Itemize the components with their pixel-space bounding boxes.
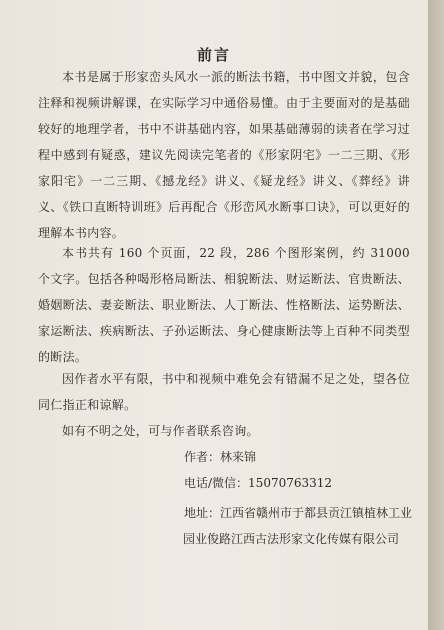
phone-line: 电话/微信：15070763312 bbox=[184, 476, 333, 490]
paragraph-text: 本书共有 160 个页面，22 段，286 个图形案例，约 31000 个文字。包括各种喝形格局断法、相貌断法、财运断法、官贵断法、婚姻断法、妻妾断法、职业断法、人丁断法、性格断法、运势断法、家运断法、疾病断法、子孙运断法、身心健康断法等上百种不同类型的断法。 bbox=[38, 246, 410, 364]
apology-paragraph bbox=[38, 366, 410, 418]
author-line: 作者：林来锦 bbox=[184, 450, 257, 464]
address-block bbox=[184, 500, 424, 552]
paragraph-text: 如有不明之处，可与作者联系咨询。 bbox=[62, 424, 259, 438]
contact-note-paragraph bbox=[38, 418, 410, 444]
content-paragraph bbox=[38, 240, 410, 370]
intro-paragraph bbox=[38, 64, 410, 246]
paragraph-text: 本书是属于形家峦头风水一派的断法书籍，书中图文并貌，包含注释和视频讲解课，在实际学习中通俗易懂。由于主要面对的是基础较好的地理学者，书中不讲基础内容，如果基础薄弱的读者在学习过程中感到有疑惑，建议先阅读完笔者的《形家阴宅》一二三期、《形家阳宅》一二三期、《撼龙经》讲义、《疑龙经》讲义、《葬经》讲义、《铁口直断特训班》后再配合《形峦风水断事口诀》，可以更好的理解本书内容。 bbox=[38, 70, 410, 240]
paragraph-text: 因作者水平有限，书中和视频中难免会有错漏不足之处，望各位同仁指正和谅解。 bbox=[38, 372, 410, 412]
address-line-2: 园业俊路江西古法形家文化传媒有限公司 bbox=[183, 532, 400, 546]
address-line-1: 地址：江西省赣州市于都县贡江镇植林工业 bbox=[184, 506, 413, 520]
page-title: 前言 bbox=[196, 46, 231, 64]
page-edge bbox=[428, 0, 444, 630]
